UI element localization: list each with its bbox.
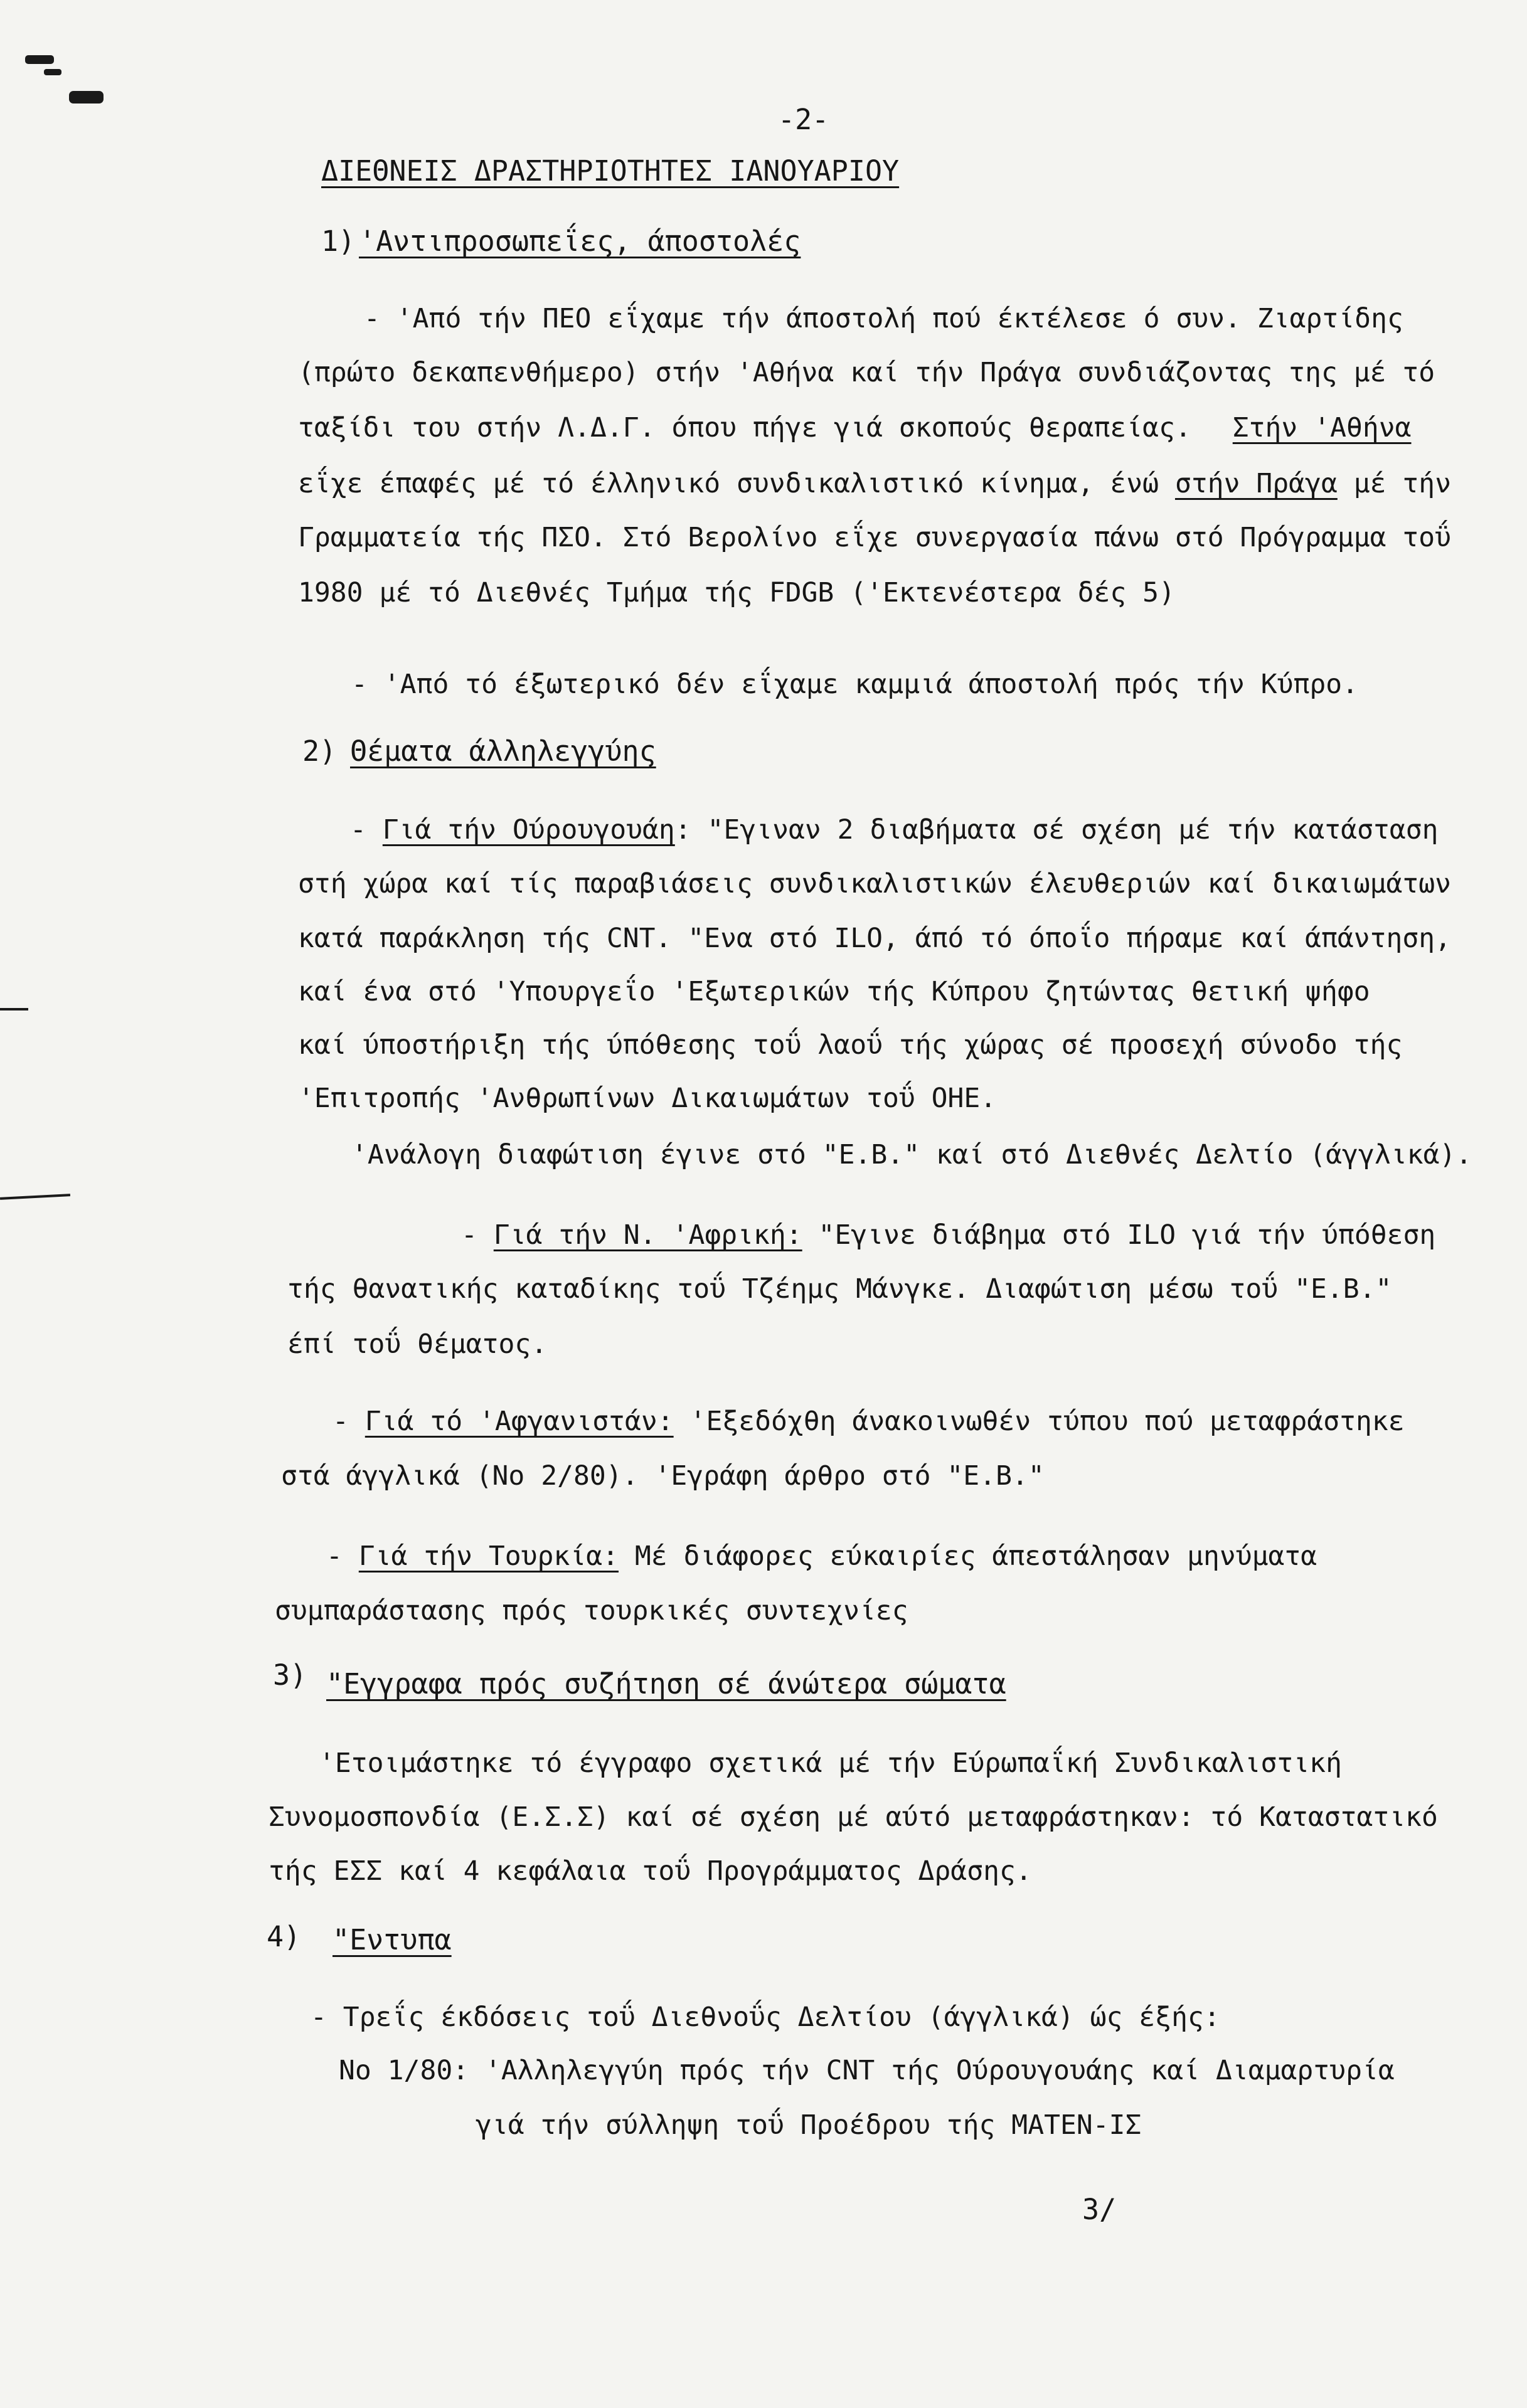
s2-afghanistan-text: 'Εξεδόχθη άνακοινωθέν τύπου πού μεταφράστηκε xyxy=(673,1406,1405,1437)
page-title: ΔΙΕΘΝΕΙΣ ΔΡΑΣΤΗΡΙΟΤΗΤΕΣ ΙΑΝΟΥΑΡΙΟΥ xyxy=(321,154,900,188)
s1-p2: - 'Από τό έξωτερικό δέν εΐχαμε καμμιά άποστολή πρός τήν Κύπρο. xyxy=(351,669,1359,700)
s2-uruguay-line4: καί ένα στό 'Υπουργεΐο 'Εξωτερικών τής Κύπρου ζητώντας θετική ψήφο xyxy=(298,976,1370,1007)
s2-uruguay-line7: 'Ανάλογη διαφώτιση έγινε στό "Ε.Β." καί στό Διεθνές Δελτίο (άγγλικά). xyxy=(351,1139,1472,1170)
s1-p1-line5: Γραμματεία τής ΠΣΟ. Στό Βερολίνο εΐχε συνεργασία πάνω στό Πρόγραμμα τοΰ xyxy=(298,522,1452,553)
s2-safrica-label: Γιά τήν Ν. 'Αφρική: xyxy=(493,1219,802,1251)
s1-p1-prague: στήν Πράγα xyxy=(1174,468,1338,499)
s1-p1-line4-text: εΐχε έπαφές μέ τό έλληνικό συνδικαλιστικό κίνημα, ένώ xyxy=(298,468,1175,499)
s4-line1: - Τρεΐς έκδόσεις τοΰ Διεθνοΰς Δελτίου (άγγλικά) ώς έξής: xyxy=(311,2002,1220,2033)
s2-afghanistan-line2: στά άγγλικά (Νο 2/80). 'Εγράφη άρθρο στό "Ε.Β." xyxy=(281,1460,1045,1492)
s3-line2: Συνομοσπονδία (Ε.Σ.Σ) καί σέ σχέση μέ αύτό μεταφράστηκαν: τό Καταστατικό xyxy=(269,1801,1438,1833)
margin-mark xyxy=(0,1008,28,1010)
s2-safrica-dash: - xyxy=(461,1219,494,1251)
s2-uruguay-line5: καί ύποστήριξη τής ύπόθεσης τοΰ λαοΰ τής χώρας σέ προσεχή σύνοδο τής xyxy=(298,1029,1403,1061)
s2-afghanistan-label: Γιά τό 'Αφγανιστάν: xyxy=(364,1406,674,1437)
margin-mark xyxy=(69,91,104,103)
section-2-heading: Θέματα άλληλεγγύης xyxy=(350,735,656,768)
s2-uruguay-text: : "Εγιναν 2 διαβήματα σέ σχέση μέ τήν κατάσταση xyxy=(674,814,1439,846)
section-4-number: 4) xyxy=(267,1920,301,1953)
section-3-number: 3) xyxy=(273,1658,307,1692)
section-1-number: 1) xyxy=(321,225,356,258)
continuation-marker: 3/ xyxy=(1082,2193,1117,2226)
section-1-heading: 'Αντιπροσωπεΐες, άποστολές xyxy=(359,225,801,258)
s2-afghanistan-line1 xyxy=(333,1408,1405,1435)
s1-p1-line4-end: μέ τήν xyxy=(1337,468,1452,499)
s2-uruguay-label: Γιά τήν Ούρουγουάη xyxy=(382,814,675,846)
s2-turkey-dash: - xyxy=(326,1541,359,1572)
s1-p1-line2: (πρώτο δεκαπενθήμερο) στήν 'Αθήνα καί τήν Πράγα συνδιάζοντας της μέ τό xyxy=(298,357,1435,388)
s1-p1-line3 xyxy=(298,412,1412,443)
s2-safrica-line2: τής θανατικής καταδίκης τοΰ Τζέημς Μάνγκε. Διαφώτιση μέσω τοΰ "Ε.Β." xyxy=(287,1273,1392,1305)
s1-p1-line4 xyxy=(298,470,1451,497)
s1-p1-line1: - 'Από τήν ΠΕΟ εΐχαμε τήν άποστολή πού έκτέλεσε ό συν. Ζιαρτίδης xyxy=(364,303,1403,334)
s2-turkey-line1 xyxy=(326,1543,1317,1570)
s2-uruguay-line1 xyxy=(350,814,1439,846)
s4-line2: Νο 1/80: 'Αλληλεγγύη πρός τήν CNT τής Ούρουγουάης καί Διαμαρτυρία xyxy=(339,2055,1395,2086)
s1-p1-line6: 1980 μέ τό Διεθνές Τμήμα τής FDGB ('Εκτενέστερα δές 5) xyxy=(298,577,1175,608)
section-4-heading: "Εντυπα xyxy=(333,1923,452,1956)
margin-mark xyxy=(0,1194,70,1200)
s1-p1-athens: Στήν 'Αθήνα xyxy=(1232,412,1412,443)
s2-uruguay-line6: 'Επιτροπής 'Ανθρωπίνων Δικαιωμάτων τοΰ ΟΗΕ. xyxy=(298,1083,997,1114)
page-number: -2- xyxy=(778,103,829,136)
s2-uruguay-line2: στή χώρα καί τίς παραβιάσεις συνδικαλιστικών έλευθεριών καί δικαιωμάτων xyxy=(298,868,1452,899)
margin-mark xyxy=(44,69,61,75)
s2-uruguay-dash: - xyxy=(350,814,383,846)
s4-line3: γιά τήν σύλληψη τοΰ Προέδρου τής ΜΑΤΕΝ-ΙΣ xyxy=(476,2109,1142,2141)
s2-uruguay-line3: κατά παράκληση τής CNT. "Ενα στό ILO, άπό τό όποΐο πήραμε καί άπάντηση, xyxy=(298,923,1452,954)
s2-safrica-line1 xyxy=(461,1219,1436,1251)
s3-line1: 'Ετοιμάστηκε τό έγγραφο σχετικά μέ τήν Εύρωπαΐκή Συνδικαλιστική xyxy=(319,1748,1342,1779)
s2-turkey-text: Μέ διάφορες εύκαιρίες άπεστάλησαν μηνύματα xyxy=(619,1541,1317,1572)
s2-safrica-line3: έπί τοΰ θέματος. xyxy=(287,1329,548,1360)
s2-turkey-label: Γιά τήν Τουρκία: xyxy=(358,1541,619,1572)
s1-p1-line3-text: ταξίδι του στήν Λ.Δ.Γ. όπου πήγε γιά σκοπούς θεραπείας. xyxy=(298,412,1191,443)
section-3-heading: "Εγγραφα πρός συζήτηση σέ άνώτερα σώματα xyxy=(326,1667,1006,1700)
s2-turkey-line2: συμπαράστασης πρός τουρκικές συντεχνίες xyxy=(275,1595,908,1626)
s3-line3: τής ΕΣΣ καί 4 κεφάλαια τοΰ Προγράμματος Δράσης. xyxy=(269,1855,1032,1887)
section-2-number: 2) xyxy=(302,735,337,768)
s2-afghanistan-dash: - xyxy=(333,1406,365,1437)
s2-safrica-text: "Εγινε διάβημα στό ILO γιά τήν ύπόθεση xyxy=(802,1219,1436,1251)
margin-mark xyxy=(25,55,54,64)
